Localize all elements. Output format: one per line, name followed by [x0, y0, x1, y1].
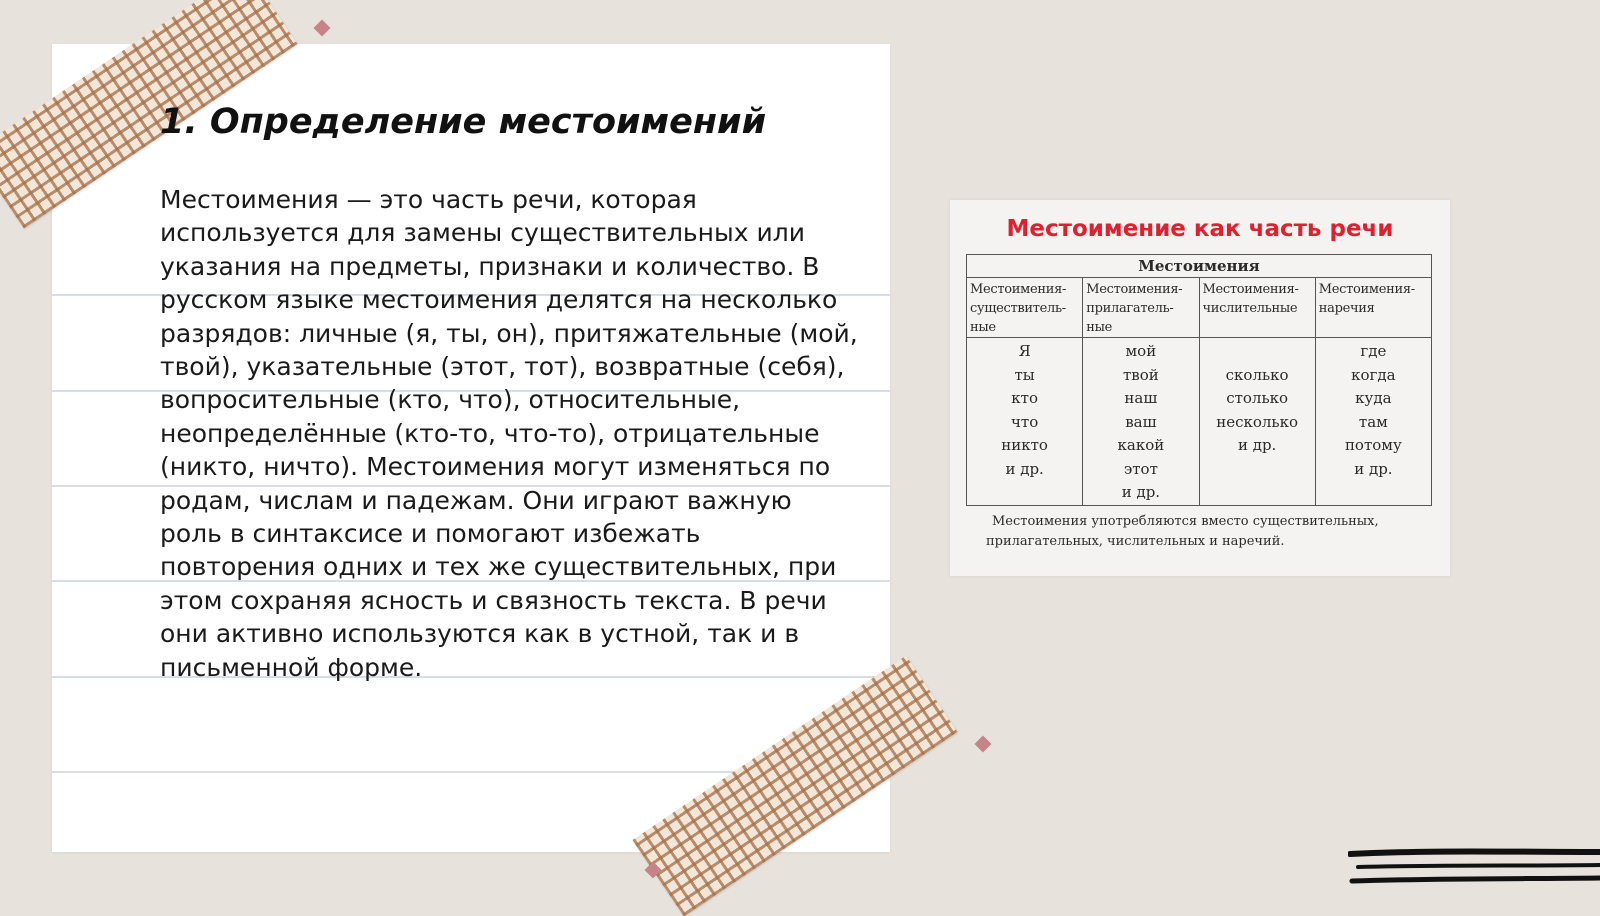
column-words-adverbs [1315, 338, 1431, 506]
word-cell: сколько [1225, 365, 1289, 384]
column-header-nouns: Местоимения-существитель-ные [967, 278, 1083, 338]
column-words-nouns [967, 338, 1083, 506]
word-cell: ты [1014, 365, 1035, 384]
word-cell: когда [1351, 365, 1396, 384]
word-cell: кто [1011, 389, 1038, 407]
word-cell: и др. [1121, 483, 1161, 501]
definition-paragraph: Местоимения — это часть речи, которая используется для замены существительных или указания на предметы, признаки и количество. В русском языке местоимения делятся на несколько разрядов: личные (я, ты, он), притяжательные (мой, твой), указательные (этот, тот), возвратные (себя), вопросительные (кто, что), относительные, неопределённые (кто-то, что-то), отрицательные (никто, ничто). Местоимения могут изменяться по родам, числам и падежам. Они играют важную роль в синтаксисе и помогают избежать повторения одних и тех же существительных, при этом сохраняя ясность и связность текста. В речи они активно используются как в устной, так и в письменной форме. [160, 185, 858, 682]
column-header-adjectives: Местоимения-прилагатель-ные [1083, 278, 1199, 338]
column-words-numerals [1199, 338, 1315, 506]
word-cell: никто [1001, 436, 1048, 454]
tape-corner [314, 20, 331, 37]
tape-corner [975, 736, 992, 753]
word-cell: Я [1018, 342, 1031, 360]
column-words-adjectives [1083, 338, 1199, 506]
word-cell: наш [1124, 389, 1158, 407]
slide-title: 1. Определение местоимений [160, 102, 767, 142]
word-cell: что [1011, 412, 1039, 431]
word-cell: потому [1344, 436, 1402, 454]
brush-strokes-decoration [1348, 848, 1600, 888]
word-cell: мой [1125, 342, 1157, 360]
word-cell: несколько [1216, 412, 1299, 431]
word-cell: там [1358, 412, 1388, 431]
pronoun-table [966, 254, 1432, 506]
word-cell: твой [1122, 365, 1159, 384]
figure-title: Местоимение как часть речи [1006, 216, 1394, 242]
word-cell: куда [1355, 389, 1392, 407]
word-cell: где [1360, 342, 1387, 360]
word-cell: этот [1123, 459, 1158, 478]
word-cell [1200, 340, 1315, 364]
word-cell: и др. [1354, 459, 1393, 478]
table-main-header: Местоимения [967, 255, 1432, 278]
word-cell: ваш [1125, 412, 1157, 431]
column-header-adverbs: Местоимения-наречия [1315, 278, 1431, 338]
pronoun-table-figure [950, 200, 1450, 576]
word-cell: и др. [1005, 459, 1044, 478]
word-cell: какой [1117, 436, 1165, 454]
figure-caption: Местоимения употребляются вместо существительных, прилагательных, числительных и наречий. [986, 514, 1379, 549]
column-header-numerals: Местоимения-числительные [1199, 278, 1315, 338]
word-cell: столько [1226, 389, 1289, 407]
word-cell: и др. [1237, 436, 1277, 454]
